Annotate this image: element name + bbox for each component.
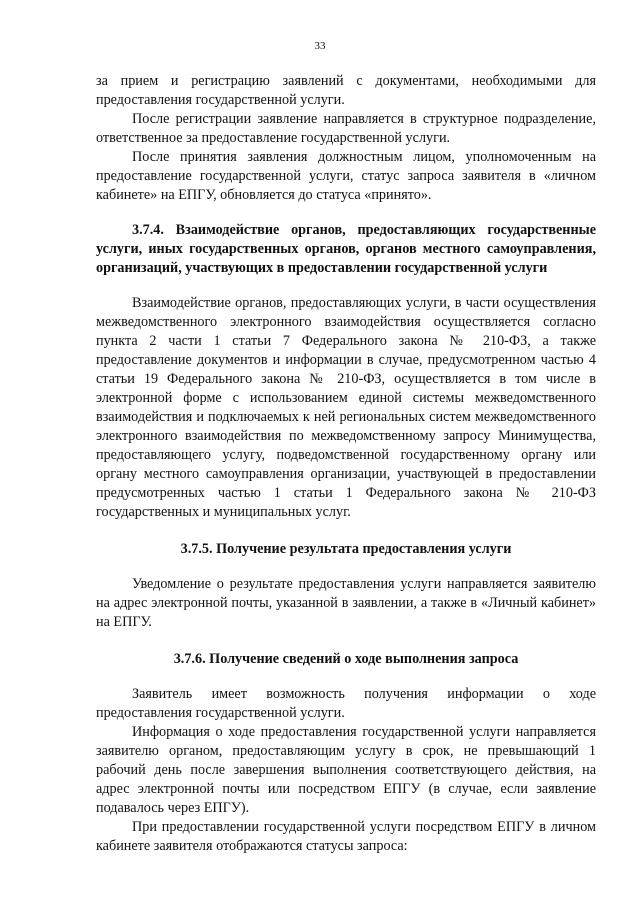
paragraph: за прием и регистрацию заявлений с документами, необходимыми для предоставления государственной услуги. — [96, 73, 596, 108]
paragraph: Взаимодействие органов, предоставляющих услуги, в части осуществления межведомственного электронного взаимодействия осуществляется согласно пункта 2 части 1 статьи 7 Федерального закона № 210-ФЗ, а также предоставление документов и информации в случае, предусмотренном частью 4 статьи 19 Федерального закона № 210-ФЗ, осуществляется в том числе в электронной форме с использованием единой системы межведомственного взаимодействия и подключаемых к ней региональных систем межведомственного электронного взаимодействия по межведомственному запросу Минимущества, предоставляющего услугу, подведомственной государственному органу или органу местного самоуправления организации, участвующей в предоставлении предусмотренных частью 1 статьи 1 Федерального закона № 210-ФЗ государственных и муниципальных услуг. — [96, 295, 596, 520]
paragraph: Уведомление о результате предоставления услуги направляется заявителю на адрес электронной почты, указанной в заявлении, а также в «Личный кабинет» на ЕПГУ. — [96, 576, 596, 630]
paragraph: При предоставлении государственной услуги посредством ЕПГУ в личном кабинете заявителя отображаются статусы запроса: — [96, 819, 596, 854]
paragraph: Информация о ходе предоставления государственной услуги направляется заявителю органом, предоставляющим услугу в срок, не превышающий 1 рабочий день после завершения выполнения соответствующего действия, на адрес электронной почты или посредством ЕПГУ (в случае, если заявление подавалось через ЕПГУ). — [96, 724, 596, 816]
document-body — [96, 72, 596, 856]
paragraph: После принятия заявления должностным лицом, уполномоченным на предоставление государственной услуги, статус запроса заявителя в «личном кабинете» на ЕПГУ, обновляется до статуса «принято». — [96, 149, 596, 203]
section-heading-3-7-4: 3.7.4. Взаимодействие органов, предоставляющих государственные услуги, иных государственных органов, органов местного самоуправления, организаций, участвующих в предоставлении государственной услуги — [96, 222, 596, 276]
section-heading-3-7-6: 3.7.6. Получение сведений о ходе выполнения запроса — [173, 651, 519, 667]
page-number: 33 — [314, 40, 326, 52]
section-heading-3-7-5: 3.7.5. Получение результата предоставления услуги — [180, 541, 512, 557]
paragraph: После регистрации заявление направляется в структурное подразделение, ответственное за предоставление государственной услуги. — [96, 111, 596, 146]
paragraph: Заявитель имеет возможность получения информации о ходе предоставления государственной услуги. — [96, 686, 596, 721]
